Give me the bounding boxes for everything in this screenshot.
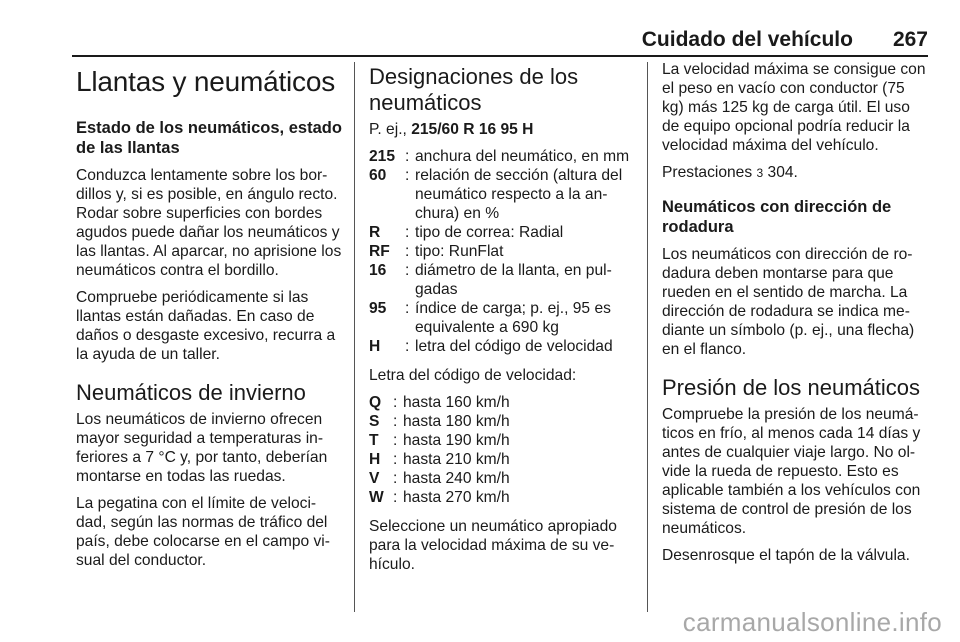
speed-code-row-separator: : bbox=[393, 470, 398, 487]
subheading-direccion-rodadura: Neumáticos con dirección de rodadura bbox=[662, 198, 892, 236]
designation-row-key: 16 bbox=[369, 262, 387, 279]
speed-code-row-value: hasta 240 km/h bbox=[403, 470, 510, 487]
page-header bbox=[642, 28, 928, 52]
paragraph-presion: Compruebe la presión de los neumá-ticos en frío, al menos cada 14 días y antes de cualquier viaje largo. No ol-vide la rueda de repuesto. Esto es aplicable también a los vehículos con sistema de control de presión de los neumáticos. bbox=[662, 406, 921, 537]
designation-row-key: R bbox=[369, 224, 381, 241]
speed-code-row-value: hasta 270 km/h bbox=[403, 489, 510, 506]
speed-code-row-value: hasta 160 km/h bbox=[403, 394, 510, 411]
designation-row bbox=[369, 166, 633, 223]
speed-code-list bbox=[369, 393, 633, 507]
speed-code-row bbox=[369, 412, 633, 431]
paragraph-velocidad-maxima: La velocidad máxima se consigue con el peso en vacío con conductor (75 kg) más 125 kg de carga útil. El uso de equipo opcional podría reducir la velocidad máxima del vehículo. bbox=[662, 61, 926, 154]
column-3 bbox=[662, 60, 930, 573]
speed-code-row-key: H bbox=[369, 451, 381, 468]
designation-row-separator: : bbox=[405, 148, 410, 165]
column-1 bbox=[76, 60, 344, 578]
paragraph-llantas-danadas: Compruebe periódicamente si las llantas están dañadas. En caso de daños o desgaste excesivo, recurra a la ayuda de un taller. bbox=[76, 289, 336, 363]
designation-row bbox=[369, 299, 633, 337]
section-heading-llantas: Llantas y neumáticos bbox=[76, 66, 336, 97]
paragraph-bordillos: Conduzca lentamente sobre los bor-dillos y, si es posible, en ángulo recto. Rodar sobre superficies con bordes agudos puede dañar los neumáticos y las llantas. Al aparcar, no aprisione los neumáticos contra el bordillo. bbox=[76, 167, 342, 279]
designation-row-key: 60 bbox=[369, 167, 387, 184]
paragraph-seleccione: Seleccione un neumático apropiado para la velocidad máxima de su ve-hículo. bbox=[369, 518, 617, 573]
speed-code-row bbox=[369, 450, 633, 469]
paragraph-invierno: Los neumáticos de invierno ofrecen mayor seguridad a temperaturas in-feriores a 7 °C y, por tanto, deberían montarse en todas las ruedas. bbox=[76, 411, 328, 485]
speed-code-row-key: S bbox=[369, 413, 380, 430]
designation-row bbox=[369, 242, 633, 261]
speed-code-row-value: hasta 210 km/h bbox=[403, 451, 510, 468]
designation-row-key: H bbox=[369, 338, 381, 355]
header-rule bbox=[72, 55, 928, 57]
designation-row-separator: : bbox=[405, 338, 410, 355]
designation-row bbox=[369, 147, 633, 166]
designation-row-key: RF bbox=[369, 243, 390, 260]
speed-code-row-key: V bbox=[369, 470, 380, 487]
speed-code-row-key: W bbox=[369, 489, 384, 506]
paragraph-pegatina: La pegatina con el límite de veloci-dad, según las normas de tráfico del país, debe colocarse en el campo vi-sual del conductor. bbox=[76, 495, 330, 569]
example-prefix: P. ej., bbox=[369, 121, 412, 138]
column-divider-2 bbox=[647, 62, 648, 612]
designation-row-key: 95 bbox=[369, 300, 387, 317]
section-title: Cuidado del vehículo bbox=[641, 28, 853, 51]
speed-code-row-separator: : bbox=[393, 413, 398, 430]
designation-row-separator: : bbox=[405, 167, 410, 184]
designation-list bbox=[369, 147, 633, 356]
designation-row-separator: : bbox=[405, 262, 410, 279]
speed-code-row bbox=[369, 488, 633, 507]
example-code: 215/60 R 16 95 H bbox=[411, 121, 534, 138]
paragraph-tapon: Desenrosque el tapón de la válvula. bbox=[662, 547, 910, 564]
designation-row bbox=[369, 223, 633, 242]
heading-designaciones: Designaciones de los neumáticos bbox=[369, 64, 579, 115]
prestaciones-label: Prestaciones bbox=[662, 164, 753, 181]
heading-neumaticos-invierno: Neumáticos de invierno bbox=[76, 380, 306, 405]
designation-row-value: diámetro de la llanta, en pul-gadas bbox=[415, 262, 612, 298]
designation-row-value: relación de sección (altura del neumático respecto a la an-chura) en % bbox=[415, 167, 623, 222]
speed-code-row-separator: : bbox=[393, 489, 398, 506]
designation-row-separator: : bbox=[405, 243, 410, 260]
designation-row-value: tipo de correa: Radial bbox=[415, 224, 564, 241]
column-divider-1 bbox=[354, 62, 355, 612]
speed-code-row-separator: : bbox=[393, 432, 398, 449]
speed-code-row-separator: : bbox=[393, 394, 398, 411]
subheading-estado: Estado de los neumáticos, estado de las llantas bbox=[76, 119, 342, 157]
speed-code-row bbox=[369, 393, 633, 412]
designation-row-value: anchura del neumático, en mm bbox=[415, 148, 630, 165]
designation-row-value: tipo: RunFlat bbox=[415, 243, 504, 260]
page-reference-arrow-icon: 3 bbox=[756, 166, 764, 180]
heading-presion-neumaticos: Presión de los neumáticos bbox=[662, 375, 921, 400]
designation-row-separator: : bbox=[405, 300, 410, 317]
prestaciones-page: 304. bbox=[767, 164, 798, 181]
speed-code-row-key: T bbox=[369, 432, 379, 449]
designation-row bbox=[369, 261, 633, 299]
page-number: 267 bbox=[892, 28, 928, 51]
speed-code-row bbox=[369, 469, 633, 488]
prestaciones-reference bbox=[662, 163, 930, 183]
watermark: carmanualsonline.info bbox=[682, 607, 942, 637]
example-line bbox=[369, 120, 633, 139]
speed-code-row bbox=[369, 431, 633, 450]
designation-row-value: letra del código de velocidad bbox=[415, 338, 613, 355]
designation-row-separator: : bbox=[405, 224, 410, 241]
speed-code-row-separator: : bbox=[393, 451, 398, 468]
speed-intro: Letra del código de velocidad: bbox=[369, 367, 577, 384]
designation-row-key: 215 bbox=[369, 148, 396, 165]
speed-code-row-value: hasta 190 km/h bbox=[403, 432, 510, 449]
speed-code-row-value: hasta 180 km/h bbox=[403, 413, 510, 430]
speed-code-row-key: Q bbox=[369, 394, 382, 411]
designation-row bbox=[369, 337, 633, 356]
column-2 bbox=[369, 60, 633, 582]
paragraph-direccion-rodadura: Los neumáticos con dirección de ro-dadura deben montarse para que rueden en el sentido de marcha. La dirección de rodadura se indica me-diante un símbolo (p. ej., una flecha) en el flanco. bbox=[662, 246, 915, 358]
designation-row-value: índice de carga; p. ej., 95 es equivalente a 690 kg bbox=[415, 300, 611, 336]
